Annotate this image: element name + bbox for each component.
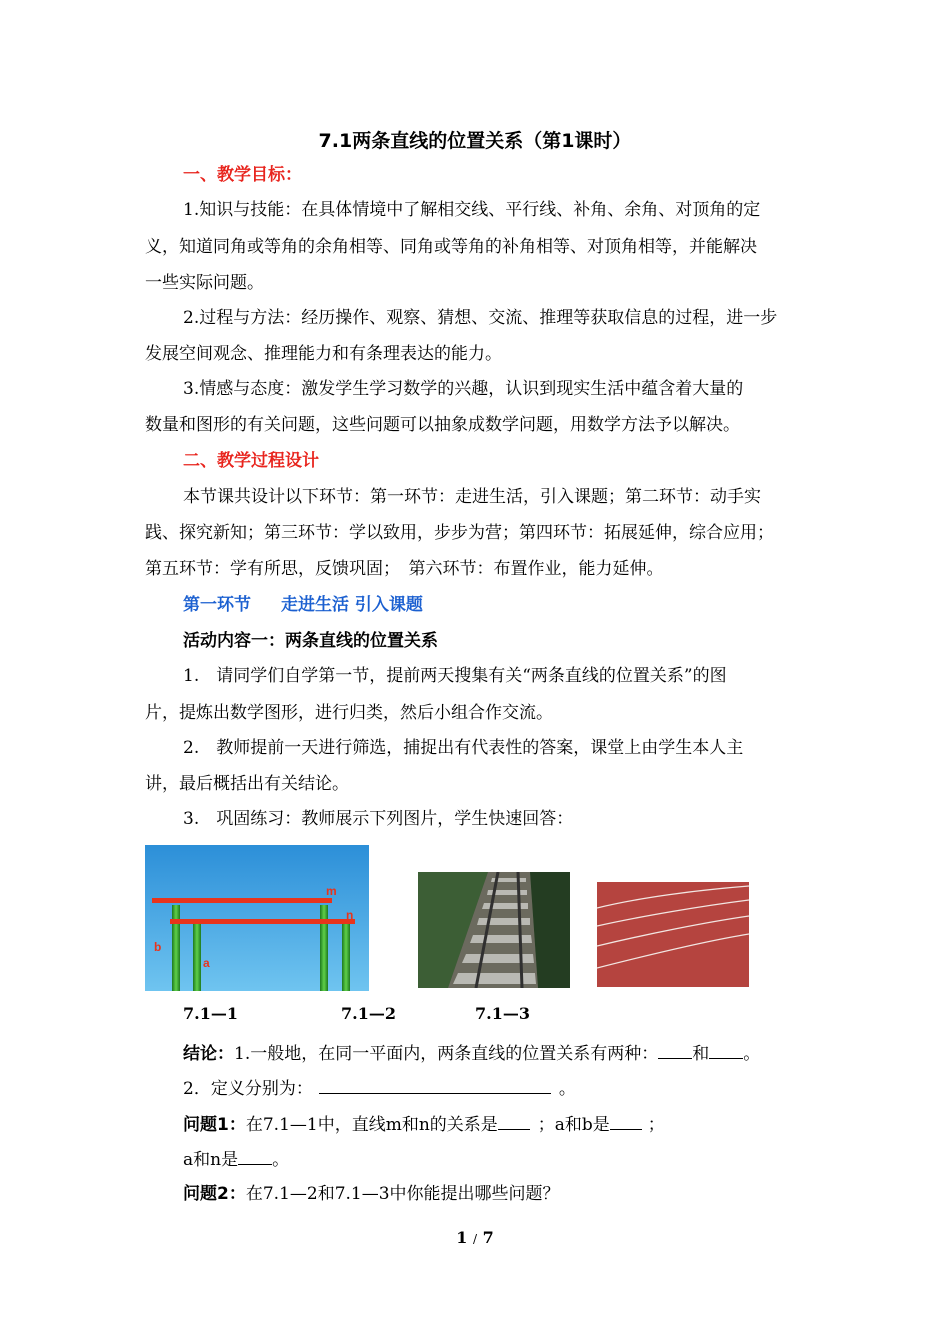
question-1-text-a: 在7.1—1中，直线m和n的关系是 — [245, 1115, 498, 1135]
page-separator: / — [472, 1232, 478, 1246]
process-intro-line-3: 第五环节：学有所思，反馈巩固； 第六环节：布置作业，能力延伸。 — [145, 559, 664, 579]
conclusion-label: 结论： — [183, 1044, 234, 1064]
page-total: 7 — [482, 1228, 494, 1247]
question-2-text: 在7.1—2和7.1—3中你能提出哪些问题？ — [245, 1184, 560, 1204]
goal-2-line-2: 发展空间观念、推理能力和有条理表达的能力。 — [145, 344, 502, 364]
item-1-line-2: 片，提炼出数学图形，进行归类，然后小组合作交流。 — [145, 703, 553, 723]
conclusion-text-2: 2．定义分别为： — [183, 1079, 313, 1099]
line-a-label: a — [203, 956, 210, 970]
line-m-label: m — [326, 884, 337, 898]
conclusion-text-1: 1.一般地，在同一平面内，两条直线的位置关系有两种： — [234, 1044, 659, 1064]
item-2-line-2: 讲，最后概括出有关结论。 — [145, 774, 349, 794]
conclusion-and: 和 — [692, 1044, 710, 1064]
line-b-label: b — [154, 940, 162, 954]
figure-caption-3: 7.1—3 — [475, 1004, 530, 1023]
question-1-text-e: 。 — [272, 1150, 290, 1170]
question-1-blank-mn[interactable] — [498, 1112, 530, 1130]
step-1-heading — [183, 594, 810, 616]
running-track-image — [597, 882, 749, 987]
railway-image — [418, 872, 570, 988]
question-1-blank-ab[interactable] — [610, 1112, 642, 1130]
conclusion-end: 。 — [558, 1079, 576, 1099]
section-heading-process: 二、教学过程设计 — [183, 451, 319, 471]
question-1-line-1 — [183, 1112, 810, 1136]
figure-running-track — [597, 882, 749, 987]
line-n-label: n — [346, 908, 354, 922]
goal-1-line-1: 1.知识与技能：在具体情境中了解相交线、平行线、补角、余角、对顶角的定 — [183, 200, 761, 220]
question-1-label: 问题1： — [183, 1115, 246, 1135]
step-1-label: 第一环节 — [183, 595, 251, 615]
process-intro-line-2: 践、探究新知；第三环节：学以致用，步步为营；第四环节：拓展延伸，综合应用； — [145, 523, 774, 543]
question-1-text-c: ； — [647, 1115, 665, 1135]
item-1-line-1: 1. 请同学们自学第一节，提前两天搜集有关“两条直线的位置关系”的图 — [183, 666, 727, 686]
figure-railway — [418, 872, 570, 988]
figure-caption-2: 7.1—2 — [341, 1004, 396, 1023]
definition-blank[interactable] — [319, 1076, 551, 1094]
question-2-line — [183, 1183, 810, 1205]
question-1-text-b: ；a和b是 — [537, 1115, 610, 1135]
question-1-text-d: a和n是 — [183, 1150, 239, 1170]
page-number — [0, 1228, 950, 1247]
conclusion-blank-1[interactable] — [658, 1041, 692, 1059]
goal-3-line-2: 数量和图形的有关问题，这些问题可以抽象成数学问题，用数学方法予以解决。 — [145, 415, 740, 435]
activity-1-heading: 活动内容一：两条直线的位置关系 — [183, 631, 438, 651]
conclusion-line-1 — [183, 1041, 810, 1065]
goal-3-line-1: 3.情感与态度：激发学生学习数学的兴趣，认识到现实生活中蕴含着大量的 — [183, 379, 744, 399]
figure-caption-1: 7.1—1 — [183, 1004, 238, 1023]
figure-parallel-bars — [145, 845, 369, 991]
goal-1-line-3: 一些实际问题。 — [145, 273, 264, 293]
conclusion-period: 。 — [743, 1044, 761, 1064]
conclusion-blank-2[interactable] — [709, 1041, 743, 1059]
page-title: 7.1两条直线的位置关系（第1课时） — [318, 130, 632, 152]
goal-1-line-2: 义，知道同角或等角的余角相等、同角或等角的补角相等、对顶角相等，并能解决 — [145, 237, 757, 257]
process-intro-line-1: 本节课共设计以下环节：第一环节：走进生活，引入课题；第二环节：动手实 — [183, 487, 761, 507]
question-2-label: 问题2： — [183, 1184, 246, 1204]
parallel-bars-image — [145, 845, 369, 991]
conclusion-line-2 — [183, 1076, 810, 1100]
section-heading-goals: 一、教学目标： — [183, 165, 302, 185]
goal-2-line-1: 2.过程与方法：经历操作、观察、猜想、交流、推理等获取信息的过程，进一步 — [183, 308, 778, 328]
page-current: 1 — [456, 1228, 468, 1247]
item-2-line-1: 2. 教师提前一天进行筛选，捕捉出有代表性的答案，课堂上由学生本人主 — [183, 738, 744, 758]
question-1-line-2 — [183, 1147, 810, 1171]
step-1-name: 走进生活 引入课题 — [281, 595, 423, 615]
item-3-line: 3. 巩固练习：教师展示下列图片，学生快速回答： — [183, 809, 574, 829]
question-1-blank-an[interactable] — [238, 1147, 272, 1165]
